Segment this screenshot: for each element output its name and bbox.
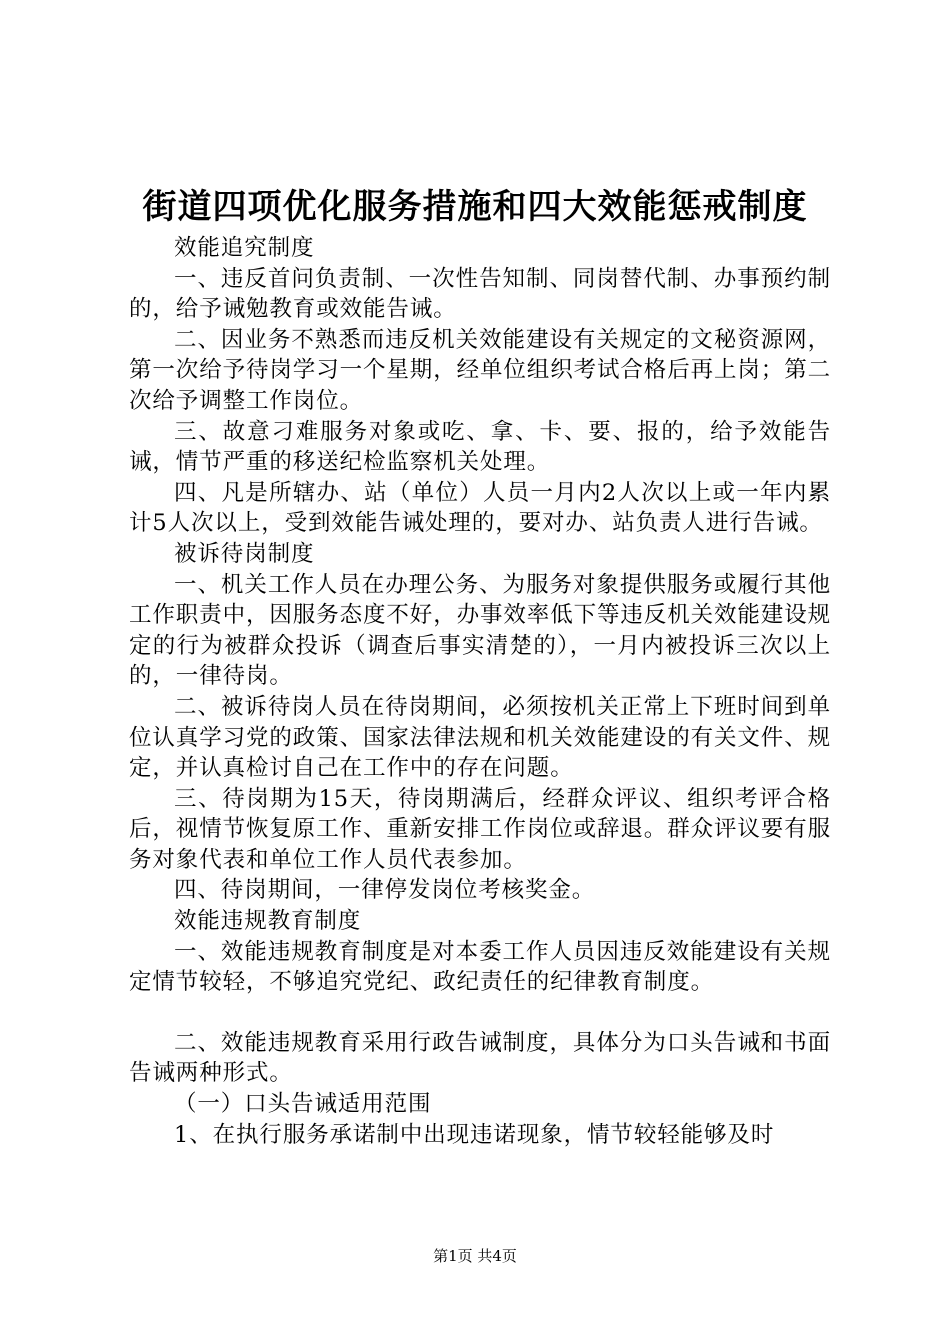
document-title: 街道四项优化服务措施和四大效能惩戒制度 (142, 187, 808, 227)
paragraph: 二、效能违规教育采用行政告诫制度，具体分为口头告诫和书面告诫两种形式。 (129, 1029, 831, 1087)
paragraph: 一、违反首问负责制、一次性告知制、同岗替代制、办事预约制的，给予诫勉教育或效能告诫。 (129, 265, 831, 323)
page-footer: 第1页 共4页 (433, 1247, 517, 1265)
paragraph: 一、效能违规教育制度是对本委工作人员因违反效能建设有关规定情节较轻，不够追究党纪、政纪责任的纪律教育制度。 (129, 938, 831, 996)
section-heading-efficiency-accountability: 效能追究制度 (174, 235, 315, 261)
paragraph: 1、在执行服务承诺制中出现违诺现象，情节较轻能够及时 (174, 1121, 775, 1148)
paragraph: 一、机关工作人员在办理公务、为服务对象提供服务或履行其他工作职责中，因服务态度不好，办事效率低下等违反机关效能建设规定的行为被群众投诉（调查后事实清楚的），一月内被投诉三次以上的，一律待岗。 (129, 571, 832, 690)
paragraph: 二、因业务不熟悉而违反机关效能建设有关规定的文秘资源网，第一次给予待岗学习一个星期，经单位组织考试合格后再上岗；第二次给予调整工作岗位。 (129, 326, 832, 414)
paragraph: 三、故意刁难服务对象或吃、拿、卡、要、报的，给予效能告诫，情节严重的移送纪检监察机关处理。 (129, 418, 831, 476)
paragraph: 四、凡是所辖办、站（单位）人员一月内2人次以上或一年内累计5人次以上，受到效能告诫处理的，要对办、站负责人进行告诫。 (129, 479, 831, 537)
paragraph: 三、待岗期为15天，待岗期满后，经群众评议、组织考评合格后，视情节恢复原工作、重新安排工作岗位或辞退。群众评议要有服务对象代表和单位工作人员代表参加。 (129, 785, 832, 873)
paragraph: 四、待岗期间，一律停发岗位考核奖金。 (174, 877, 596, 904)
subsection-heading-verbal-warning: （一）口头告诫适用范围 (174, 1091, 432, 1118)
paragraph: 二、被诉待岗人员在待岗期间，必须按机关正常上下班时间到单位认真学习党的政策、国家法律法规和机关效能建设的有关文件、规定，并认真检讨自己在工作中的存在问题。 (129, 693, 832, 782)
section-heading-complaint-suspension: 被诉待岗制度 (174, 540, 315, 567)
section-heading-violation-education: 效能违规教育制度 (174, 908, 362, 935)
document-body (129, 233, 831, 1150)
